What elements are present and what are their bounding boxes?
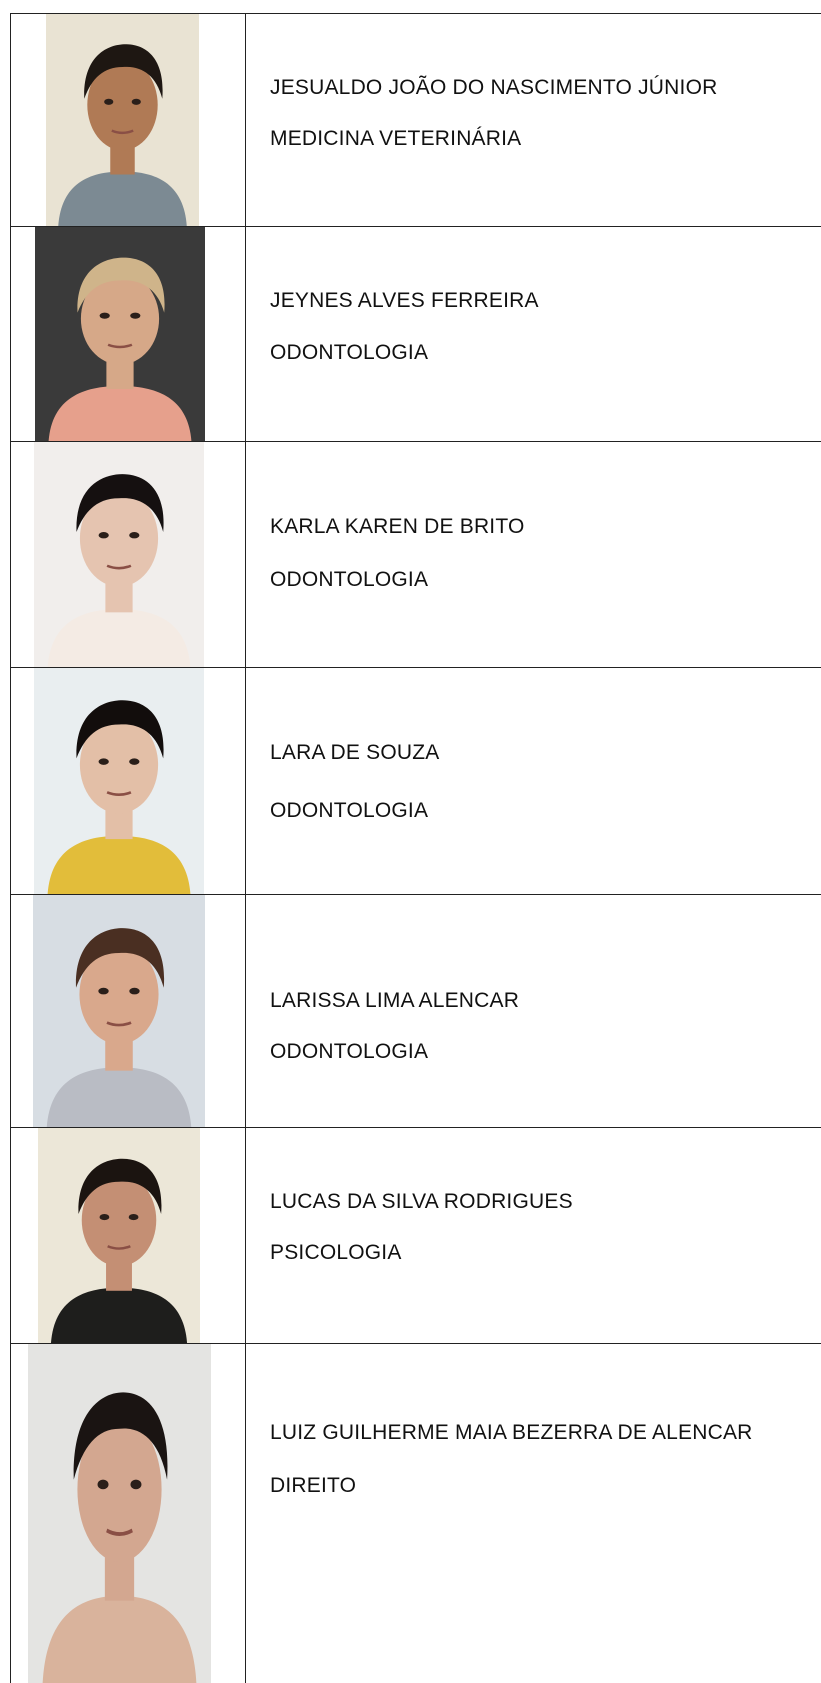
info-cell bbox=[257, 895, 821, 1127]
info-cell bbox=[257, 442, 821, 667]
photo-cell bbox=[10, 668, 246, 894]
student-course: DIREITO bbox=[270, 1474, 357, 1497]
table-row bbox=[10, 13, 821, 226]
student-course: ODONTOLOGIA bbox=[270, 799, 429, 822]
photo-cell bbox=[10, 1128, 246, 1343]
photo-cell bbox=[10, 14, 246, 226]
student-course: PSICOLOGIA bbox=[270, 1241, 402, 1264]
student-name: JEYNES ALVES FERREIRA bbox=[270, 289, 539, 312]
student-course: ODONTOLOGIA bbox=[270, 568, 429, 591]
student-name: LARISSA LIMA ALENCAR bbox=[270, 989, 520, 1012]
student-course: ODONTOLOGIA bbox=[270, 1040, 429, 1063]
student-photo bbox=[46, 14, 199, 226]
table-row bbox=[10, 1127, 821, 1343]
student-name: JESUALDO JOÃO DO NASCIMENTO JÚNIOR bbox=[270, 76, 718, 99]
photo-cell bbox=[10, 895, 246, 1127]
table-row bbox=[10, 441, 821, 667]
student-course: MEDICINA VETERINÁRIA bbox=[270, 127, 522, 150]
student-name: LARA DE SOUZA bbox=[270, 741, 440, 764]
table-row bbox=[10, 1343, 821, 1683]
student-name: LUIZ GUILHERME MAIA BEZERRA DE ALENCAR bbox=[270, 1421, 753, 1444]
info-cell bbox=[257, 668, 821, 894]
student-photo bbox=[34, 442, 204, 667]
photo-cell bbox=[10, 1344, 246, 1683]
table-row bbox=[10, 894, 821, 1127]
table-row bbox=[10, 226, 821, 441]
student-photo bbox=[34, 668, 204, 894]
student-name: LUCAS DA SILVA RODRIGUES bbox=[270, 1190, 573, 1213]
table-row bbox=[10, 667, 821, 894]
info-cell bbox=[257, 14, 821, 226]
student-photo bbox=[35, 227, 205, 441]
info-cell bbox=[257, 227, 821, 441]
student-photo bbox=[38, 1128, 200, 1343]
photo-cell bbox=[10, 442, 246, 667]
photo-cell bbox=[10, 227, 246, 441]
student-photo bbox=[33, 895, 205, 1127]
info-cell bbox=[257, 1344, 821, 1683]
student-course: ODONTOLOGIA bbox=[270, 341, 429, 364]
student-name: KARLA KAREN DE BRITO bbox=[270, 515, 525, 538]
info-cell bbox=[257, 1128, 821, 1343]
student-photo bbox=[28, 1344, 211, 1683]
